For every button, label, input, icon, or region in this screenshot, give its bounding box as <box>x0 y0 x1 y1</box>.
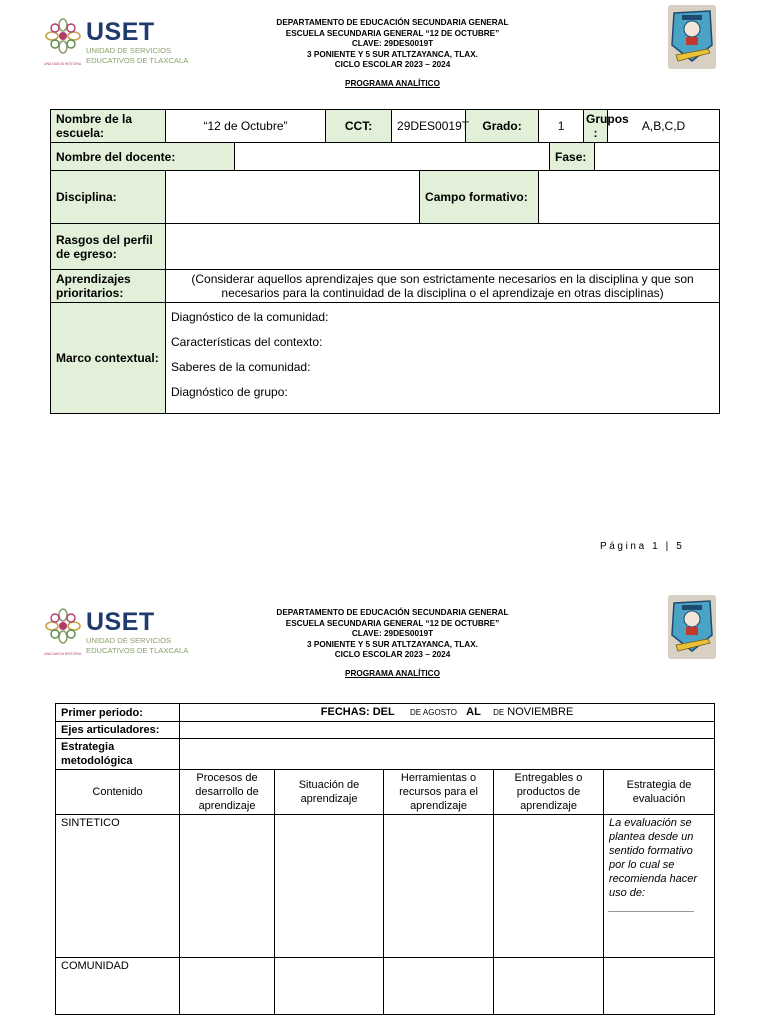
column-header: Situación de aprendizaje <box>275 770 384 815</box>
header-line: DEPARTAMENTO DE EDUCACIÓN SECUNDARIA GENERAL <box>276 608 509 617</box>
logo-motto: UNA NUEVA HISTORIA <box>44 652 82 656</box>
context-item: Características del contexto: <box>171 335 323 349</box>
grado-label: Grado: <box>466 110 539 143</box>
context-label: Marco contextual: <box>51 303 166 414</box>
context-value <box>166 303 720 414</box>
graduate-profile-value[interactable] <box>166 224 720 270</box>
strategy-value[interactable] <box>180 739 715 770</box>
table-cell[interactable] <box>384 958 494 1015</box>
column-header: Contenido <box>56 770 180 815</box>
discipline-value[interactable] <box>166 171 420 224</box>
table-cell[interactable] <box>494 815 604 958</box>
header-line: DEPARTAMENTO DE EDUCACIÓN SECUNDARIA GENERAL <box>276 18 509 27</box>
uset-logo <box>44 608 189 660</box>
axes-value[interactable] <box>180 722 715 739</box>
school-emblem-icon <box>668 595 716 659</box>
dates-month-from: DE AGOSTO <box>410 708 457 717</box>
table-cell[interactable] <box>604 958 715 1015</box>
grupos-label: Grupos : <box>584 110 608 143</box>
table-cell[interactable] <box>275 958 384 1015</box>
header-line: 3 PONIENTE Y 5 SUR ATLTZAYANCA, TLAX. <box>307 49 478 59</box>
uset-flower-icon <box>44 18 82 64</box>
table-cell[interactable] <box>275 815 384 958</box>
column-header: Estrategia de evaluación <box>604 770 715 815</box>
logo-subtitle-line: EDUCATIVOS DE TLAXCALA <box>86 646 189 655</box>
header-line: ESCUELA SECUNDARIA GENERAL “12 DE OCTUBRE” <box>285 28 500 38</box>
period-label: Primer periodo: <box>56 704 180 722</box>
evaluation-note: La evaluación se plantea desde un sentido formativo por lo cual se recomienda hacer uso de: <box>609 817 698 899</box>
fase-label: Fase: <box>550 143 595 171</box>
header-line: CICLO ESCOLAR 2023 – 2024 <box>334 650 451 660</box>
logo-subtitle-line: UNIDAD DE SERVICIOS <box>86 636 172 645</box>
table-cell[interactable] <box>384 815 494 958</box>
fase-value[interactable] <box>595 143 720 171</box>
planning-table <box>55 703 715 1015</box>
header-line: 3 PONIENTE Y 5 SUR ATLTZAYANCA, TLAX. <box>307 639 478 649</box>
program-title: PROGRAMA ANALÍTICO <box>345 669 440 678</box>
column-header: Procesos de desarrollo de aprendizaje <box>180 770 275 815</box>
row-label-sintetico: SINTETICO <box>56 815 180 958</box>
column-header: Entregables o productos de aprendizaje <box>494 770 604 815</box>
logo-subtitle-line: EDUCATIVOS DE TLAXCALA <box>86 56 189 65</box>
evaluation-cell <box>604 815 715 958</box>
axes-label: Ejes articuladores: <box>56 722 180 739</box>
document-header <box>250 18 535 71</box>
logo-subtitle <box>86 636 188 656</box>
graduate-profile-label: Rasgos del perfil de egreso: <box>51 224 166 270</box>
header-line: CLAVE: 29DES0019T <box>351 39 434 49</box>
priority-learning-label: Aprendizajes prioritarios: <box>51 270 166 303</box>
table-cell[interactable] <box>180 958 275 1015</box>
header-line: CLAVE: 29DES0019T <box>351 629 434 639</box>
table-cell[interactable] <box>494 958 604 1015</box>
program-title: PROGRAMA ANALÍTICO <box>345 79 440 88</box>
school-emblem-icon <box>668 5 716 69</box>
page-number: Página 1 | 5 <box>600 541 685 552</box>
cct-label: CCT: <box>326 110 392 143</box>
table-cell[interactable] <box>180 815 275 958</box>
logo-title: USET <box>86 18 155 46</box>
logo-subtitle-line: UNIDAD DE SERVICIOS <box>86 46 172 55</box>
strategy-label: Estrategia metodológica <box>56 739 180 770</box>
teacher-name-label: Nombre del docente: <box>51 143 235 171</box>
row-label-comunidad: COMUNIDAD <box>56 958 180 1015</box>
header-line: ESCUELA SECUNDARIA GENERAL “12 DE OCTUBRE” <box>285 618 500 628</box>
context-item: Diagnóstico de grupo: <box>171 385 288 399</box>
general-data-table <box>50 109 720 414</box>
context-item: Saberes de la comunidad: <box>171 360 311 374</box>
discipline-label: Disciplina: <box>51 171 166 224</box>
teacher-name-value[interactable] <box>235 143 550 171</box>
logo-motto: UNA NUEVA HISTORIA <box>44 62 82 66</box>
grupos-value: A,B,C,D <box>608 110 720 143</box>
column-header: Herramientas o recursos para el aprendizaje <box>384 770 494 815</box>
logo-subtitle <box>86 46 188 66</box>
dates-month-to: NOVIEMBRE <box>507 706 574 718</box>
document-header <box>250 608 535 661</box>
page-2 <box>0 590 768 1024</box>
priority-learning-value: (Considerar aquellos aprendizajes que son estrictamente necesarios en la disciplina y que son necesarios para la continuidad de la disciplina o el aprendizaje en otras disciplinas) <box>166 270 720 303</box>
school-logo <box>668 595 716 659</box>
school-logo <box>668 5 716 69</box>
cct-value: 29DES0019T <box>392 110 466 143</box>
dates-cell <box>180 704 715 722</box>
formative-field-label: Campo formativo: <box>420 171 539 224</box>
dates-to-label: AL <box>466 706 481 718</box>
uset-logo <box>44 18 189 70</box>
logo-title: USET <box>86 608 155 636</box>
dates-de: DE <box>493 708 505 717</box>
context-item: Diagnóstico de la comunidad: <box>171 310 329 324</box>
formative-field-value[interactable] <box>539 171 720 224</box>
evaluation-blank: ______________ <box>609 901 695 913</box>
school-name-label: Nombre de la escuela: <box>51 110 166 143</box>
dates-from-label: FECHAS: DEL <box>320 706 395 718</box>
grado-value: 1 <box>539 110 584 143</box>
school-name-value: “12 de Octubre” <box>166 110 326 143</box>
uset-flower-icon <box>44 608 82 654</box>
header-line: CICLO ESCOLAR 2023 – 2024 <box>334 60 451 70</box>
